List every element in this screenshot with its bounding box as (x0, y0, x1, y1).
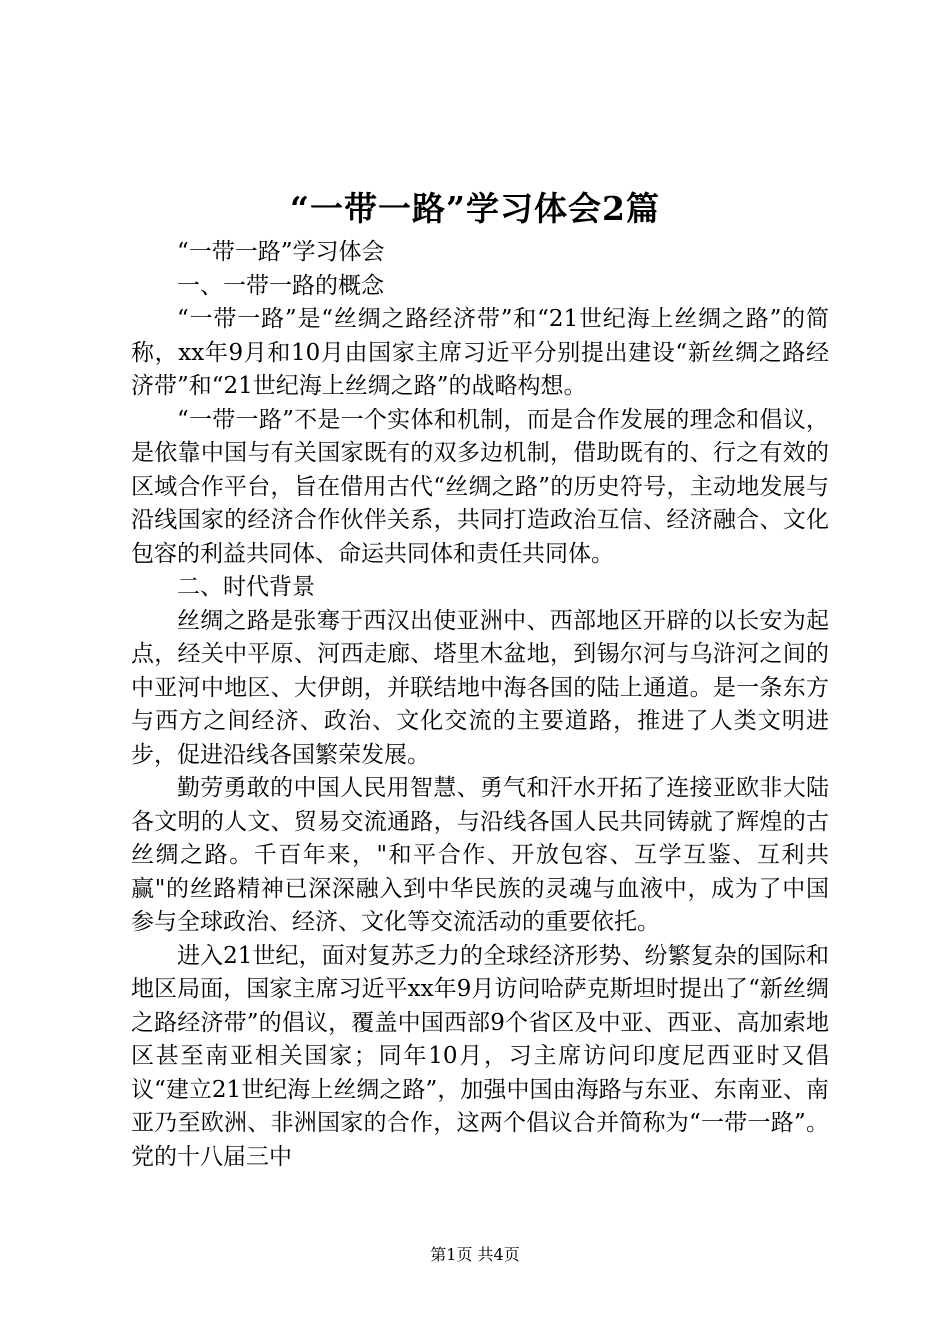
paragraph: 丝绸之路是张骞于西汉出使亚洲中、西部地区开辟的以长安为起点，经关中平原、河西走廊、塔里木盆地，到锡尔河与乌浒河之间的中亚河中地区、大伊朗，并联结地中海各国的陆上通道。是一条东方与西方之间经济、政治、文化交流的主要道路，推进了人类文明进步，促进沿线各国繁荣发展。 (131, 607, 829, 768)
page-number-footer: 第1页 共4页 (430, 1245, 520, 1264)
paragraph-subtitle: “一带一路”学习体会 (177, 239, 385, 265)
paragraph: “一带一路”不是一个实体和机制，而是合作发展的理念和倡议，是依靠中国与有关国家既有的双多边机制，借助既有的、行之有效的区域合作平台，旨在借用古代“丝绸之路”的历史符号，主动地发展与沿线国家的经济合作伙伴关系，共同打造政治互信、经济融合、文化包容的利益共同体、命运共同体和责任共同体。 (131, 406, 829, 567)
document-title: “一带一路”学习体会2篇 (290, 189, 660, 228)
paragraph: 进入21世纪，面对复苏乏力的全球经济形势、纷繁复杂的国际和地区局面，国家主席习近平xx年9月访问哈萨克斯坦时提出了“新丝绸之路经济带”的倡议，覆盖中国西部9个省区及中亚、西亚、高加索地区甚至南亚相关国家；同年10月，习主席访问印度尼西亚时又倡议“建立21世纪海上丝绸之路”，加强中国由海路与东亚、东南亚、南亚乃至欧洲、非洲国家的合作，这两个倡议合并简称为“一带一路”。党的十八届三中 (131, 942, 829, 1170)
section-heading-background: 二、时代背景 (177, 574, 315, 600)
section-heading-concept: 一、一带一路的概念 (177, 272, 384, 299)
paragraph: 勤劳勇敢的中国人民用智慧、勇气和汗水开拓了连接亚欧非大陆各文明的人文、贸易交流通路，与沿线各国人民共同铸就了辉煌的古丝绸之路。千百年来，"和平合作、开放包容、互学互鉴、互利共赢"的丝路精神已深深融入到中华民族的灵魂与血液中，成为了中国参与全球政治、经济、文化等交流活动的重要依托。 (131, 775, 829, 935)
paragraph: “一带一路”是“丝绸之路经济带”和“21世纪海上丝绸之路”的简称，xx年9月和10月由国家主席习近平分别提出建设“新丝绸之路经济带”和“21世纪海上丝绸之路”的战略构想。 (131, 306, 829, 399)
document-body (131, 236, 829, 1174)
